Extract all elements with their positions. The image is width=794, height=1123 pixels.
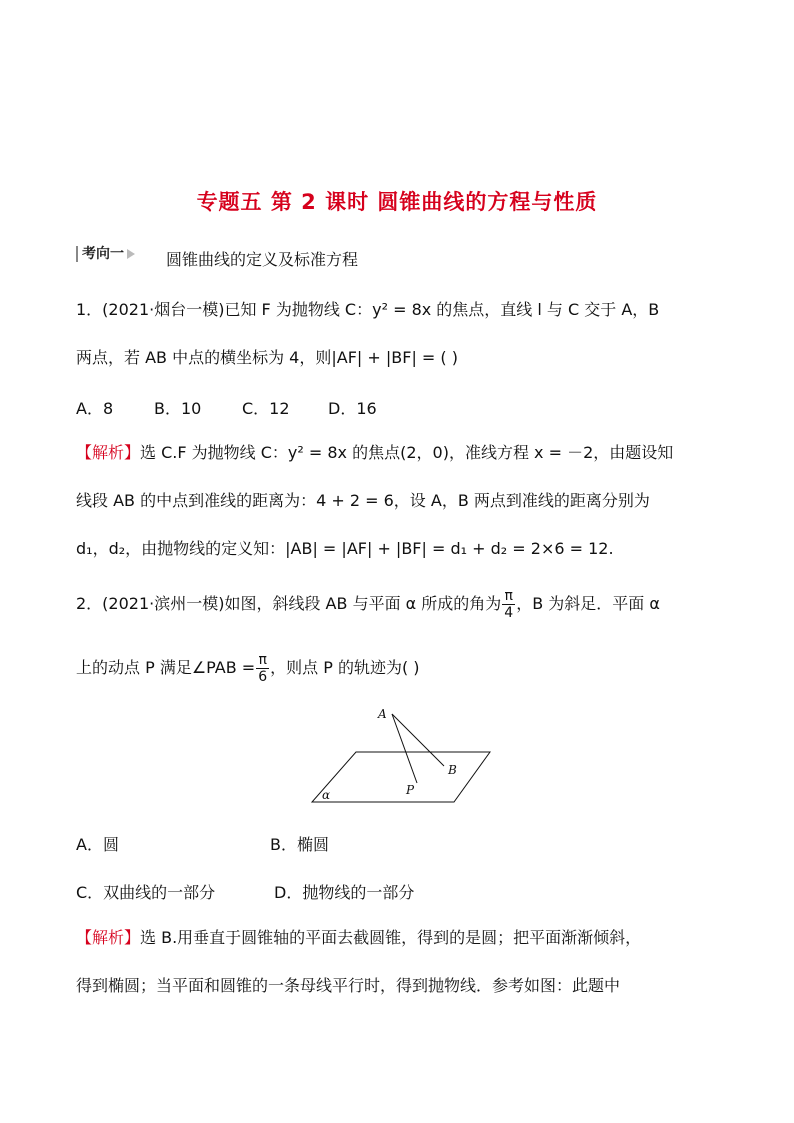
q2-option-a: A．圆 (76, 835, 119, 854)
q1-analysis-line3: d₁，d₂，由抛物线的定义知：|AB| = |AF| + |BF| = d₁ + d₂ = 2×6 = 12. (76, 539, 614, 558)
section-tag-label: 考向一 (82, 246, 124, 262)
point-p-label: P (406, 783, 415, 797)
q2-option-d: D．抛物线的一部分 (274, 883, 415, 902)
q2-option-b: B．椭圆 (270, 835, 329, 854)
segment-ap (392, 714, 417, 783)
q2-stem-line2-post: ，则点 P 的轨迹为( ) (270, 658, 420, 677)
q2-stem-line1 (76, 588, 660, 621)
fraction-denominator: 4 (504, 605, 514, 621)
q2-analysis-text1: 选 B.用垂直于圆锥轴的平面去截圆锥，得到的是圆；把平面渐渐倾斜， (140, 928, 642, 947)
plane-alpha-label: α (322, 788, 331, 802)
q2-option-c: C．双曲线的一部分 (76, 883, 216, 902)
q1-analysis-line2: 线段 AB 的中点到准线的距离为：4 + 2 = 6，设 A，B 两点到准线的距离分别为 (76, 491, 650, 510)
analysis-label: 【解析】 (76, 928, 141, 947)
q1-stem-line2: 两点，若 AB 中点的横坐标为 4，则|AF| + |BF| = ( ) (76, 348, 458, 367)
section-tag (76, 246, 135, 262)
q1-option-a: A．8 (76, 399, 114, 418)
q1-option-b: B．10 (154, 399, 202, 418)
q1-analysis-text1: 选 C.F 为抛物线 C：y² = 8x 的焦点(2，0)，准线方程 x = －2，由题设知 (140, 443, 674, 462)
q1-stem-line1: 1．(2021·烟台一模)已知 F 为抛物线 C：y² = 8x 的焦点，直线 l 与 C 交于 A，B (76, 300, 660, 319)
point-b-label: B (448, 763, 457, 777)
q1-analysis-line1 (76, 443, 673, 463)
q1-option-d: D．16 (328, 399, 377, 418)
section-heading: 圆锥曲线的定义及标准方程 (166, 250, 359, 269)
fraction-pi-over-4 (502, 588, 515, 621)
plane-alpha (312, 752, 490, 802)
q2-analysis-line1 (76, 928, 641, 948)
plane-geometry-figure (300, 700, 500, 810)
q2-stem-line2-pre: 上的动点 P 满足∠PAB = (76, 658, 256, 677)
fraction-pi-over-6 (256, 652, 269, 685)
q2-analysis-line2: 得到椭圆；当平面和圆锥的一条母线平行时，得到抛物线．参考如图：此题中 (76, 976, 621, 995)
fraction-numerator: π (256, 652, 269, 669)
q2-stem-line2 (76, 652, 420, 685)
q2-stem-line1-post: ，B 为斜足．平面 α (516, 594, 660, 613)
segment-ab (392, 714, 444, 766)
page-title: 专题五 第 2 课时 圆锥曲线的方程与性质 (196, 190, 598, 214)
triangle-icon (127, 249, 135, 259)
fraction-numerator: π (502, 588, 515, 605)
fraction-denominator: 6 (258, 669, 268, 685)
q1-option-c: C．12 (242, 399, 290, 418)
analysis-label: 【解析】 (76, 443, 141, 462)
point-a-label: A (378, 707, 387, 721)
q2-stem-line1-pre: 2．(2021·滨州一模)如图，斜线段 AB 与平面 α 所成的角为 (76, 594, 502, 613)
